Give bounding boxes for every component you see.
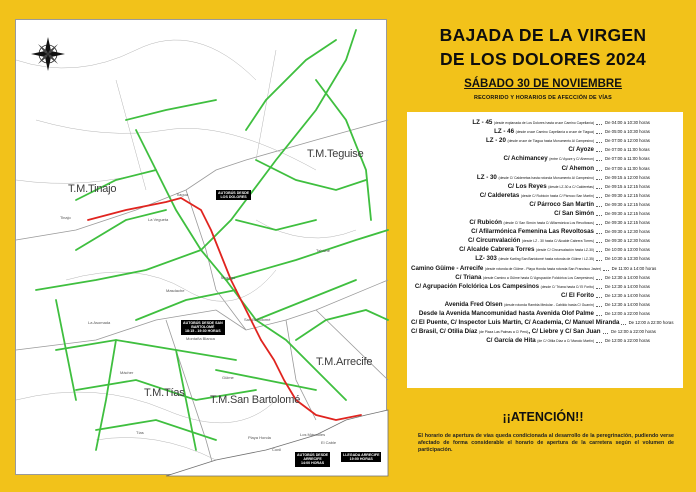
main-roads xyxy=(36,30,388,450)
schedule-place xyxy=(411,210,596,217)
street-name: C/ Alcalde Cabrera Torres xyxy=(459,246,535,254)
schedule-place xyxy=(411,310,596,317)
event-date: SÁBADO 30 DE NOVIEMBRE xyxy=(464,78,622,90)
schedule-hours: De 12:00 a 22:00 horas xyxy=(628,320,674,326)
section-heading: RECORRIDO Y HORARIOS DE AFECCIÓN DE VÍAS xyxy=(474,95,612,101)
tag-line: ARRECIFE xyxy=(303,457,322,462)
street-detail: (desde Camino a Güime hasta C/ Agrupación Folclórica Los Campesinos) xyxy=(482,275,594,280)
schedule-place xyxy=(411,128,596,135)
town-label: Tinajo xyxy=(60,215,71,220)
street-name: C/ El Puente, C/ Inspector Luis Martín, C/ Academia, C/ Manuel Miranda xyxy=(411,319,620,327)
schedule-row xyxy=(411,327,679,336)
schedule-hours: De 04:00 a 10:30 horas xyxy=(605,120,650,126)
town-label: Montaña Blanca xyxy=(186,336,215,341)
map-graphics xyxy=(16,20,388,476)
street-name: C/ El Forito xyxy=(561,291,594,299)
town-label: La Vegueta xyxy=(148,217,169,222)
area-label-arrecife: T.M.Arrecife xyxy=(316,356,373,368)
schedule-place xyxy=(411,265,603,272)
schedule-row xyxy=(411,236,679,245)
street-name: C/ García de Hita xyxy=(486,337,536,345)
schedule-place xyxy=(411,146,596,153)
street-name: C/ Párroco San Martín xyxy=(529,200,594,208)
schedule-row xyxy=(411,191,679,200)
street-name: C/ Los Reyes xyxy=(507,182,547,190)
tag-line: LOS DOLORES xyxy=(220,195,247,200)
street-name: C/ Circunvalación xyxy=(468,237,521,245)
street-name: C/ Ayoze xyxy=(568,146,594,154)
street-detail: (de Plaza Las Palmas a C/ Perú) xyxy=(478,330,529,335)
schedule-hours: De 09:30 a 12:15 horas xyxy=(605,192,650,198)
street-name: C/ Brasil, C/ Otilia Díaz xyxy=(411,328,478,336)
schedule-hours: De 12:30 a 14:00 horas xyxy=(605,292,650,298)
schedule-hours: De 09:30 a 12:15 horas xyxy=(605,201,650,207)
street-detail: (desde Karting San Bartolomé hasta rotonda de Güime / LZ-35) xyxy=(498,257,594,262)
schedule-row xyxy=(411,282,679,291)
route-map xyxy=(15,19,387,475)
tag-line: AUTOBÚS DESDE SAN xyxy=(183,321,223,325)
town-label: El Cable xyxy=(321,440,337,445)
schedule-place xyxy=(411,283,596,290)
schedule-row xyxy=(411,145,679,154)
schedule-place xyxy=(411,174,596,181)
schedule-row xyxy=(411,309,679,318)
street-name: C/ Afilarmónica Femenina Las Revoltosas xyxy=(471,228,594,236)
town-label: Tías xyxy=(136,430,144,435)
tag-line: 14:00 HORAS xyxy=(300,461,325,466)
bus-tag-start xyxy=(216,190,251,200)
street-name: Camino Güime - Arrecife xyxy=(411,264,484,272)
street-name: C/ Ahemon xyxy=(561,164,594,172)
schedule-place xyxy=(411,337,596,344)
schedule-place xyxy=(411,319,621,326)
schedule-hours: De 09:30 a 12:30 horas xyxy=(605,229,650,235)
street-detail: (de C/ Otilia Díaz a C/ Manolo Martín) xyxy=(537,339,594,344)
street-detail: (desde LZ-30 a C/ Calderetas) xyxy=(548,184,594,189)
attention-heading: ¡¡ATENCIÓN!! xyxy=(502,410,584,424)
schedule-hours: De 09:15 a 12:15 horas xyxy=(605,183,650,189)
town-label: Los Mármoles xyxy=(300,432,326,437)
tag-line: AUTOBÚS DESDE xyxy=(297,453,329,457)
schedule-row xyxy=(411,254,679,263)
street-detail: (desde explanada de Los Dolores hasta cruce Camino Capellanía) xyxy=(493,121,594,126)
schedule-hours: De 12:00 a 22:00 horas xyxy=(605,311,650,317)
compass-icon xyxy=(31,37,65,71)
street-name: C/ Calderetas xyxy=(479,191,520,199)
schedule-hours: De 05:00 a 10:30 horas xyxy=(605,129,650,135)
street-name: Desde la Avenida Mancomunidad hasta Avenida Olof Palme xyxy=(418,310,594,318)
street-detail: (desde C/ San Simón hasta C/ Afilarmónica Los Revoltosos) xyxy=(503,221,594,226)
schedule-hours: De 12:00 a 22:00 horas xyxy=(611,329,656,335)
street-detail: (desde rotonda de Güime - Playa Honda hasta rotonda San Francisco Javier) xyxy=(484,266,602,271)
schedule-row xyxy=(411,127,679,136)
schedule-place xyxy=(411,328,603,335)
schedule-hours: De 07:00 a 12:00 horas xyxy=(605,138,650,144)
schedule-place xyxy=(411,219,596,226)
schedule-row xyxy=(411,264,679,273)
bus-tag-end-1 xyxy=(295,452,330,467)
street-detail: (desde C/ Triana hasta C/ El Forito) xyxy=(540,284,594,289)
tag-line: 18:15 - 19:30 HORAS xyxy=(185,329,221,334)
schedule-place xyxy=(411,201,596,208)
area-label-teguise: T.M.Teguise xyxy=(307,148,364,160)
schedule-place xyxy=(411,246,596,253)
area-label-san-bartolome: T.M.San Bartolomé xyxy=(210,394,301,406)
schedule-hours: De 07:00 a 11:00 horas xyxy=(605,147,650,153)
street-detail: (desde C/ Calderetas hasta rotonda Monumento Al Campesino) xyxy=(498,175,594,180)
street-name: C/ San Simón xyxy=(554,209,594,217)
street-name: LZ - 45 xyxy=(472,119,493,127)
area-label-tias: T.M.Tías xyxy=(144,387,185,399)
schedule-hours: De 11:00 a 14:00 horas xyxy=(611,265,657,271)
procession-route xyxy=(88,198,361,420)
street-name: LZ - 46 xyxy=(494,128,515,136)
town-label: San Bartolomé xyxy=(244,317,271,322)
schedule-place xyxy=(411,255,596,262)
schedule-row xyxy=(411,136,679,145)
schedule-place xyxy=(411,237,596,244)
schedule-row xyxy=(411,218,679,227)
schedule-place xyxy=(411,119,596,126)
schedule-hours: De 12:30 a 14:00 horas xyxy=(605,283,650,289)
town-label: Playa Honda xyxy=(248,435,271,440)
schedule-hours: De 07:00 a 11:00 horas xyxy=(605,165,650,171)
schedule-row xyxy=(411,227,679,236)
schedule-place xyxy=(411,155,596,162)
town-label: Masdache xyxy=(166,288,185,293)
schedule-row xyxy=(411,163,679,172)
page-title-line-2: DE LOS DOLORES 2024 xyxy=(439,49,647,69)
page-title-line-1: BAJADA DE LA VIRGEN xyxy=(439,25,647,45)
schedule-row xyxy=(411,300,679,309)
schedule-hours: De 12:30 a 14:00 horas xyxy=(605,274,650,280)
street-name: C/ Triana xyxy=(455,273,482,281)
schedule-hours: De 07:00 a 11:00 horas xyxy=(605,156,650,162)
schedule-place xyxy=(411,301,596,308)
street-detail: (desde rotonda Rambla Medular - Cabildo hasta C/ Guanín) xyxy=(504,302,594,307)
schedule-hours: De 10:30 a 13:30 horas xyxy=(605,256,650,262)
street-detail: (desde LZ - 30 hasta C/ Alcalde Cabrera Torres) xyxy=(521,239,594,244)
tag-line: AUTOBÚS DESDE xyxy=(218,191,250,195)
schedule-place xyxy=(411,228,596,235)
area-label-tinajo: T.M.Tinajo xyxy=(68,183,117,195)
street-extra: , C/ Liebre y C/ San Juan xyxy=(528,328,601,336)
tag-line: 19:00 HORAS xyxy=(349,457,373,462)
schedule-row xyxy=(411,245,679,254)
town-label: Tahíche xyxy=(316,248,331,253)
town-label: La Asomada xyxy=(88,320,111,325)
schedule-hours: De 12:00 a 22:00 horas xyxy=(605,338,650,344)
schedule-row xyxy=(411,173,679,182)
notice-text: El horario de apertura de vías queda condicionada al desarrollo de la peregrinación, pudiendo verse afectado de forma considerable el horario de apertura de la carretera según el volumen de participación. xyxy=(418,433,674,453)
schedule-hours: De 12:30 a 14:00 horas xyxy=(605,301,650,307)
schedule-row xyxy=(411,182,679,191)
schedule-hours: De 09:30 a 12:30 horas xyxy=(605,238,650,244)
town-label: Güime xyxy=(222,375,234,380)
town-label: Mácher xyxy=(120,370,134,375)
schedule-row xyxy=(411,318,679,327)
schedule-hours: De 09:30 a 12:15 horas xyxy=(605,210,650,216)
street-name: LZ- 303 xyxy=(475,255,497,263)
street-name: LZ - 30 xyxy=(476,173,497,181)
street-name: C/ Agrupación Folclórica Los Campesinos xyxy=(414,282,540,290)
town-label: Mozaga xyxy=(221,275,236,280)
town-label: Tiagua xyxy=(176,192,189,197)
street-name: LZ - 20 xyxy=(485,137,506,145)
street-name: C/ Rubicón xyxy=(469,219,502,227)
schedule-row xyxy=(411,200,679,209)
street-detail: (entre C/ Ayoze y C/ Ahemon) xyxy=(549,157,594,162)
street-detail: (desde C/ Circunvalación hasta LZ-30) xyxy=(535,248,594,253)
bus-tag-end-2 xyxy=(341,452,381,462)
bus-tag-middle xyxy=(181,320,225,335)
schedule-hours: De 10:00 a 13:00 horas xyxy=(605,247,650,253)
schedule-hours: De 09:30 a 12:15 horas xyxy=(605,220,650,226)
schedule-place xyxy=(411,165,596,172)
schedule-row xyxy=(411,154,679,163)
street-name: C/ Achimancey xyxy=(503,155,548,163)
schedule-place xyxy=(411,274,596,281)
schedule-row xyxy=(411,118,679,127)
municipal-boundaries xyxy=(16,120,388,476)
schedule-hours: De 09:15 a 12:00 horas xyxy=(605,174,650,180)
schedule-row xyxy=(411,273,679,282)
schedule-place xyxy=(411,183,596,190)
tag-line: LLEGADA ARRECIFE xyxy=(343,453,380,457)
street-detail: (desde cruce de Tiagua hasta Monumento Al Campesino) xyxy=(507,139,594,144)
street-detail: (desde cruce Camino Capellanía a cruce de Tiagua) xyxy=(515,130,594,135)
schedule-row xyxy=(411,209,679,218)
schedule-row xyxy=(411,291,679,300)
tag-line: BARTOLOMÉ xyxy=(191,325,215,330)
schedule-place xyxy=(411,192,596,199)
town-label: Conil xyxy=(272,447,282,452)
schedule-row xyxy=(411,336,679,345)
schedule-place xyxy=(411,137,596,144)
street-name: Avenida Fred Olsen xyxy=(444,300,503,308)
street-detail: (desde C/ Rubicón hasta C/ Párroco San Martín) xyxy=(520,193,594,198)
schedule-place xyxy=(411,292,596,299)
schedule-table xyxy=(407,112,683,388)
